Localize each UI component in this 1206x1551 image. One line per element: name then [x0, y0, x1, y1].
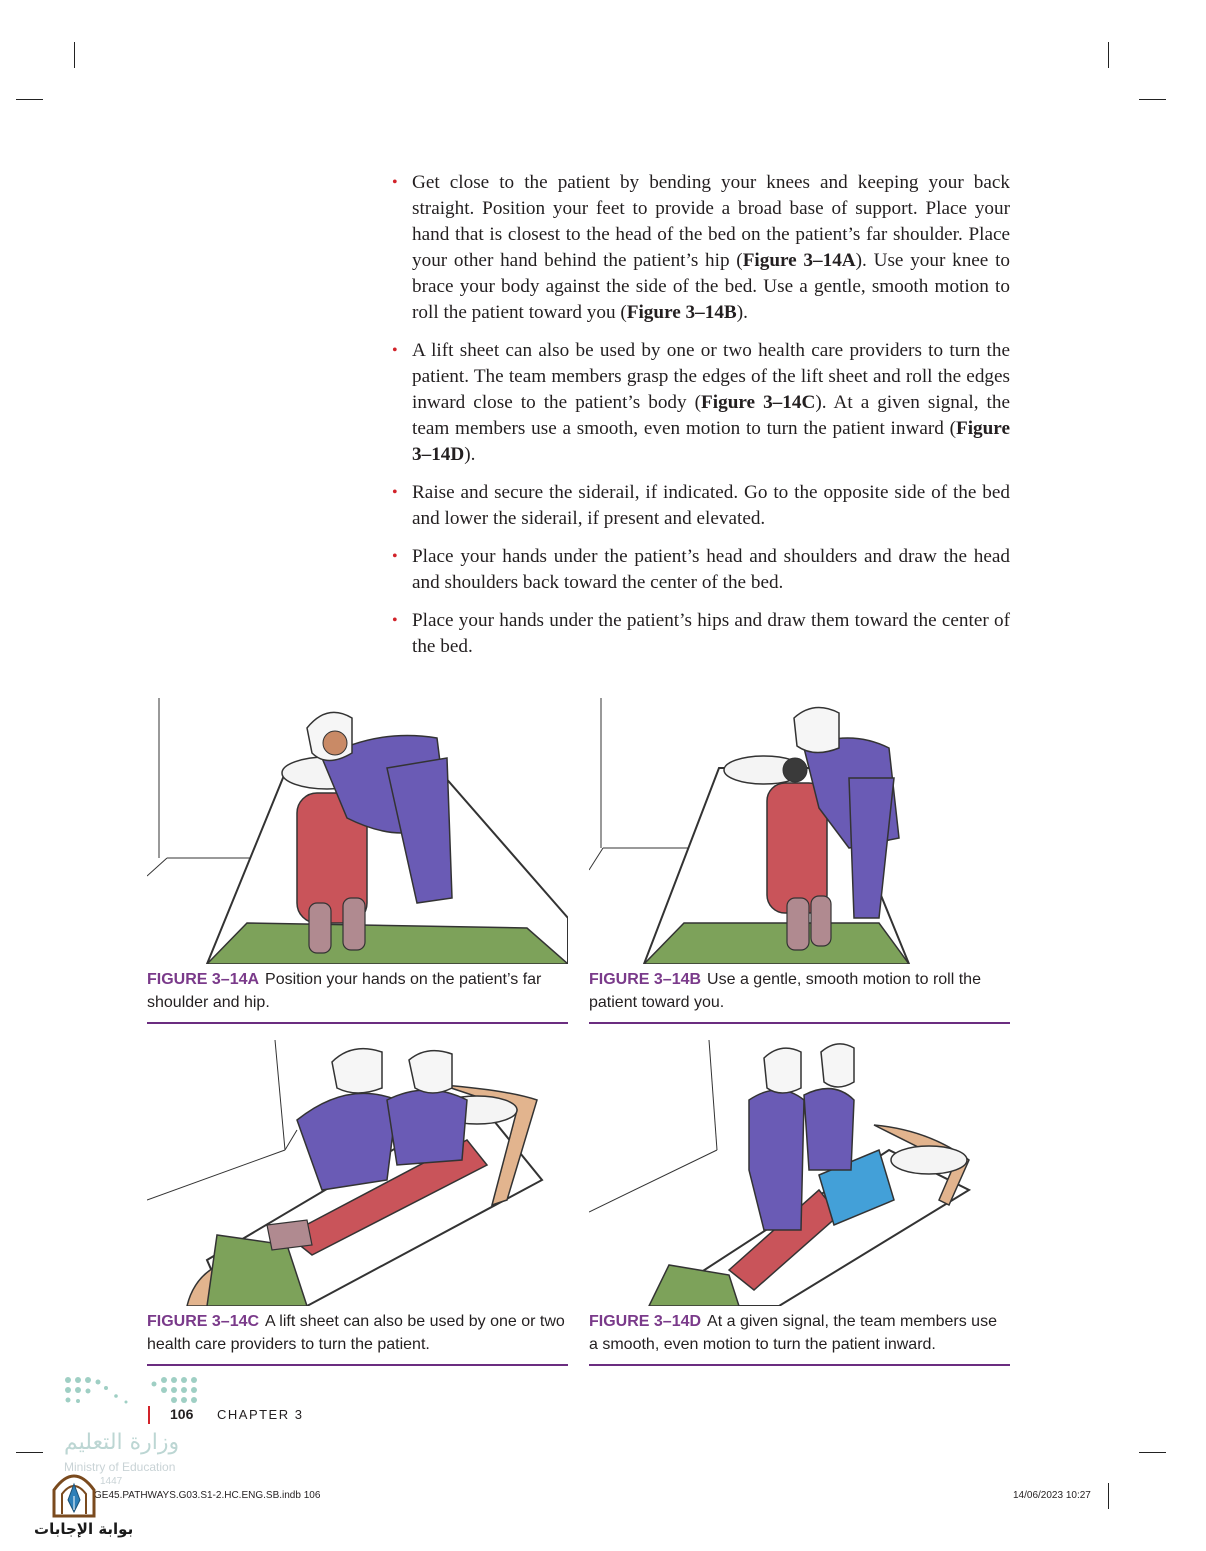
caption-rule: [147, 1022, 568, 1024]
figure-illustration: [589, 698, 1010, 964]
figure-caption-text: A lift sheet can also be used by one or two health care providers to turn the patient.: [147, 1313, 565, 1353]
figure-label: FIGURE 3–14A: [147, 971, 260, 988]
figure-illustration: [147, 1040, 568, 1306]
print-slug-date: 14/06/2023 10:27: [1013, 1490, 1091, 1501]
bullet-dot-icon: •: [392, 342, 398, 359]
figure-caption-text: Use a gentle, smooth motion to roll the patient toward you.: [589, 971, 981, 1011]
bullet-item: • A lift sheet can also be used by one or two health care providers to turn the patient. The team members grasp the edges of the lift sheet and roll the edges inward close to the patient’s body (Figure 3–14C). At a given signal, the team members use a smooth, even motion to turn the patient inward (Figure 3–14D).: [392, 340, 1010, 465]
page-number: 106: [170, 1406, 194, 1422]
figure-caption-text: At a given signal, the team members use a smooth, even motion to turn the patient inward.: [589, 1313, 997, 1353]
ministry-name-english: Ministry of Education: [64, 1460, 176, 1474]
chapter-label: CHAPTER 3: [217, 1407, 304, 1422]
bullet-item: • Place your hands under the patient’s head and shoulders and draw the head and shoulders back toward the center of the bed.: [392, 546, 1010, 593]
figure-caption: [589, 968, 1010, 1014]
figure-caption: [589, 1310, 1010, 1356]
bullet-dot-icon: •: [392, 484, 398, 501]
figure-3-14a: [147, 698, 568, 1024]
figure-caption-text: Position your hands on the patient’s far shoulder and hip.: [147, 971, 542, 1011]
crop-mark: [1108, 42, 1109, 68]
mosque-pen-logo: [50, 1466, 98, 1518]
crop-mark: [74, 42, 75, 68]
crop-mark: [1139, 99, 1166, 100]
figure-caption: [147, 968, 568, 1014]
caption-rule: [589, 1364, 1010, 1366]
figure-illustration: [589, 1040, 1010, 1306]
bullet-dot-icon: •: [392, 174, 398, 191]
figure-3-14c: [147, 1040, 568, 1366]
bullet-dot-icon: •: [392, 612, 398, 629]
figure-3-14d: [589, 1040, 1010, 1366]
bullet-item: • Place your hands under the patient’s hips and draw them toward the center of the bed.: [392, 610, 1010, 657]
ministry-name-arabic: وزارة التعليم: [64, 1430, 180, 1455]
bullet-item: • Get close to the patient by bending your knees and keeping your back straight. Position your feet to provide a broad base of support. Place your hand that is closest to the head of the bed on the patient’s far shoulder. Place your other hand behind the patient’s hip (Figure 3–14A). Use your knee to brace your body against the side of the bed. Use a gentle, smooth motion to roll the patient toward you (Figure 3–14B).: [392, 172, 1010, 323]
figure-caption: [147, 1310, 568, 1356]
crop-mark: [1139, 1452, 1166, 1453]
caption-rule: [589, 1022, 1010, 1024]
procedure-bullet-list: [390, 170, 1010, 672]
crop-mark: [1108, 1483, 1109, 1509]
figure-label: FIGURE 3–14D: [589, 1313, 702, 1330]
footer-divider: [148, 1406, 150, 1424]
ministry-year: 1447: [100, 1476, 123, 1487]
print-slug-file: GE45.PATHWAYS.G03.S1-2.HC.ENG.SB.indb 106: [94, 1490, 321, 1501]
figure-label: FIGURE 3–14B: [589, 971, 702, 988]
bullet-item: • Raise and secure the siderail, if indicated. Go to the opposite side of the bed and lower the siderail, if present and elevated.: [392, 482, 1010, 529]
crop-mark: [16, 99, 43, 100]
watermark-label: بوابة الإجابات: [34, 1520, 134, 1538]
figure-3-14b: [589, 698, 1010, 1024]
crop-mark: [16, 1452, 43, 1453]
caption-rule: [147, 1364, 568, 1366]
figure-illustration: [147, 698, 568, 964]
figure-label: FIGURE 3–14C: [147, 1313, 260, 1330]
bullet-dot-icon: •: [392, 548, 398, 565]
